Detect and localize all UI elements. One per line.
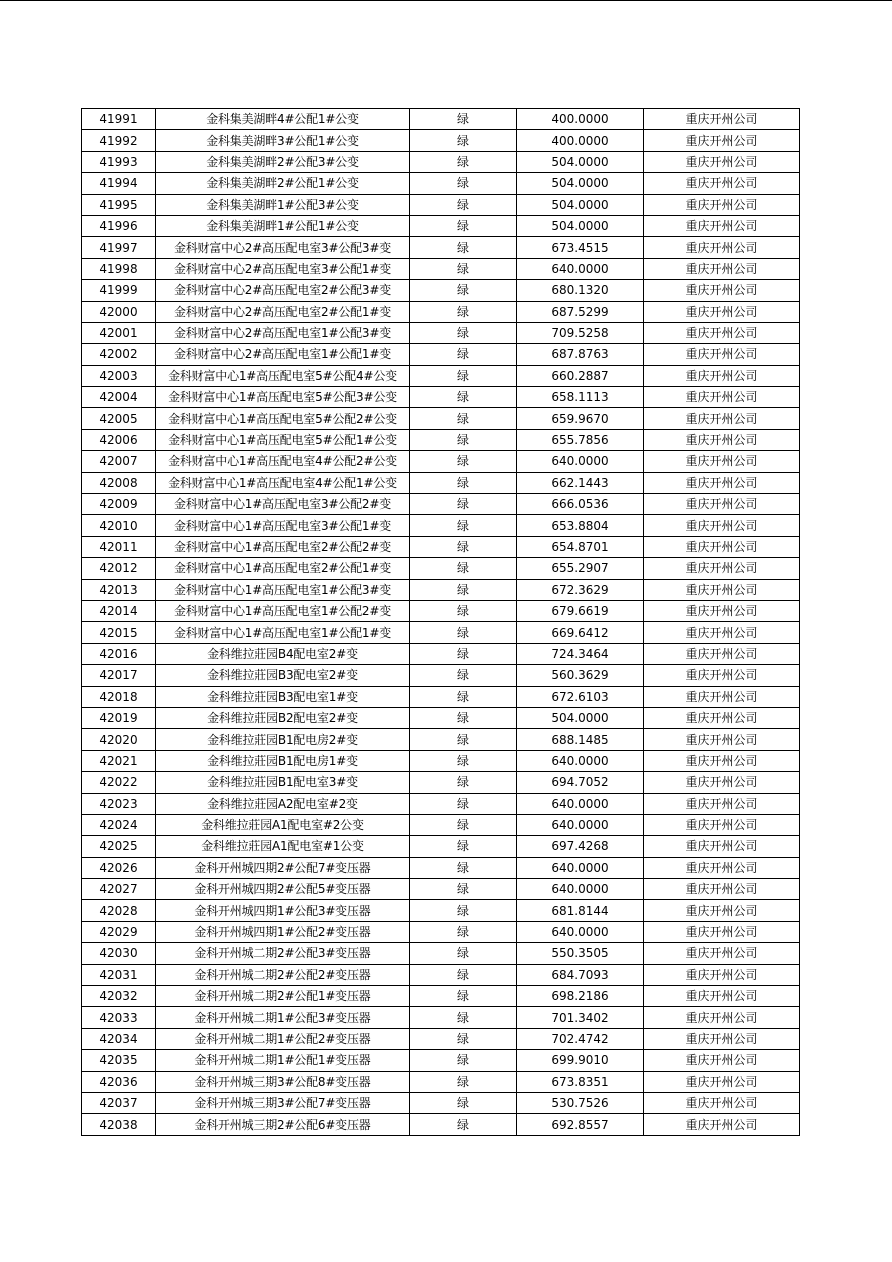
row-id-cell: 42015 [82, 622, 156, 643]
row-id-cell: 42008 [82, 472, 156, 493]
table-row [82, 194, 800, 215]
capacity-cell: 530.7526 [517, 1092, 644, 1113]
status-color-cell: 绿 [410, 943, 517, 964]
company-cell: 重庆开州公司 [644, 622, 800, 643]
transformer-name-cell: 金科财富中心2#高压配电室2#公配1#变 [156, 301, 410, 322]
transformer-name-cell: 金科开州城二期2#公配3#变压器 [156, 943, 410, 964]
capacity-cell: 504.0000 [517, 194, 644, 215]
company-cell: 重庆开州公司 [644, 964, 800, 985]
table-row [82, 344, 800, 365]
company-cell: 重庆开州公司 [644, 322, 800, 343]
capacity-cell: 672.6103 [517, 686, 644, 707]
row-id-cell: 42006 [82, 429, 156, 450]
transformer-name-cell: 金科财富中心1#高压配电室1#公配2#变 [156, 600, 410, 621]
status-color-cell: 绿 [410, 900, 517, 921]
transformer-name-cell: 金科财富中心1#高压配电室4#公配1#公变 [156, 472, 410, 493]
capacity-cell: 640.0000 [517, 258, 644, 279]
transformer-name-cell: 金科开州城四期1#公配2#变压器 [156, 921, 410, 942]
company-cell: 重庆开州公司 [644, 729, 800, 750]
transformer-name-cell: 金科财富中心1#高压配电室2#公配2#变 [156, 536, 410, 557]
status-color-cell: 绿 [410, 151, 517, 172]
status-color-cell: 绿 [410, 707, 517, 728]
status-color-cell: 绿 [410, 215, 517, 236]
table-row [82, 943, 800, 964]
row-id-cell: 42031 [82, 964, 156, 985]
transformer-name-cell: 金科开州城二期2#公配1#变压器 [156, 986, 410, 1007]
capacity-cell: 640.0000 [517, 814, 644, 835]
table-row [82, 429, 800, 450]
table-row [82, 472, 800, 493]
transformer-name-cell: 金科集美湖畔2#公配3#公变 [156, 151, 410, 172]
status-color-cell: 绿 [410, 643, 517, 664]
transformer-name-cell: 金科开州城二期1#公配1#变压器 [156, 1050, 410, 1071]
company-cell: 重庆开州公司 [644, 750, 800, 771]
company-cell: 重庆开州公司 [644, 921, 800, 942]
status-color-cell: 绿 [410, 408, 517, 429]
status-color-cell: 绿 [410, 365, 517, 386]
company-cell: 重庆开州公司 [644, 237, 800, 258]
transformer-name-cell: 金科集美湖畔1#公配1#公变 [156, 215, 410, 236]
company-cell: 重庆开州公司 [644, 387, 800, 408]
capacity-cell: 666.0536 [517, 494, 644, 515]
company-cell: 重庆开州公司 [644, 515, 800, 536]
status-color-cell: 绿 [410, 301, 517, 322]
status-color-cell: 绿 [410, 451, 517, 472]
company-cell: 重庆开州公司 [644, 365, 800, 386]
status-color-cell: 绿 [410, 729, 517, 750]
capacity-cell: 687.8763 [517, 344, 644, 365]
table-row [82, 451, 800, 472]
capacity-cell: 673.4515 [517, 237, 644, 258]
company-cell: 重庆开州公司 [644, 857, 800, 878]
table-row [82, 109, 800, 130]
company-cell: 重庆开州公司 [644, 1007, 800, 1028]
status-color-cell: 绿 [410, 1050, 517, 1071]
status-color-cell: 绿 [410, 344, 517, 365]
status-color-cell: 绿 [410, 879, 517, 900]
row-id-cell: 42022 [82, 772, 156, 793]
row-id-cell: 42007 [82, 451, 156, 472]
company-cell: 重庆开州公司 [644, 173, 800, 194]
transformer-name-cell: 金科财富中心2#高压配电室3#公配1#变 [156, 258, 410, 279]
status-color-cell: 绿 [410, 515, 517, 536]
row-id-cell: 42038 [82, 1114, 156, 1135]
transformer-name-cell: 金科集美湖畔3#公配1#公变 [156, 130, 410, 151]
transformer-name-cell: 金科财富中心2#高压配电室1#公配1#变 [156, 344, 410, 365]
table-row [82, 750, 800, 771]
transformer-name-cell: 金科维拉莊园B1配电室3#变 [156, 772, 410, 793]
row-id-cell: 42036 [82, 1071, 156, 1092]
status-color-cell: 绿 [410, 429, 517, 450]
table-row [82, 665, 800, 686]
capacity-cell: 698.2186 [517, 986, 644, 1007]
row-id-cell: 42018 [82, 686, 156, 707]
row-id-cell: 42017 [82, 665, 156, 686]
transformer-name-cell: 金科财富中心2#高压配电室1#公配3#变 [156, 322, 410, 343]
capacity-cell: 504.0000 [517, 707, 644, 728]
capacity-cell: 400.0000 [517, 109, 644, 130]
row-id-cell: 41998 [82, 258, 156, 279]
company-cell: 重庆开州公司 [644, 986, 800, 1007]
transformer-name-cell: 金科集美湖畔2#公配1#公变 [156, 173, 410, 194]
table-row [82, 964, 800, 985]
table-row [82, 130, 800, 151]
row-id-cell: 41995 [82, 194, 156, 215]
capacity-cell: 640.0000 [517, 857, 644, 878]
company-cell: 重庆开州公司 [644, 301, 800, 322]
row-id-cell: 42010 [82, 515, 156, 536]
row-id-cell: 42023 [82, 793, 156, 814]
capacity-cell: 688.1485 [517, 729, 644, 750]
table-row [82, 408, 800, 429]
row-id-cell: 42037 [82, 1092, 156, 1113]
status-color-cell: 绿 [410, 1114, 517, 1135]
row-id-cell: 42027 [82, 879, 156, 900]
table-row [82, 686, 800, 707]
row-id-cell: 42000 [82, 301, 156, 322]
row-id-cell: 42025 [82, 836, 156, 857]
company-cell: 重庆开州公司 [644, 536, 800, 557]
transformer-name-cell: 金科维拉莊园B1配电房1#变 [156, 750, 410, 771]
row-id-cell: 42030 [82, 943, 156, 964]
company-cell: 重庆开州公司 [644, 600, 800, 621]
row-id-cell: 42001 [82, 322, 156, 343]
capacity-cell: 400.0000 [517, 130, 644, 151]
company-cell: 重庆开州公司 [644, 109, 800, 130]
transformer-name-cell: 金科开州城二期1#公配2#变压器 [156, 1028, 410, 1049]
capacity-cell: 550.3505 [517, 943, 644, 964]
row-id-cell: 42009 [82, 494, 156, 515]
table-row [82, 986, 800, 1007]
company-cell: 重庆开州公司 [644, 686, 800, 707]
transformer-name-cell: 金科维拉莊园A2配电室#2变 [156, 793, 410, 814]
transformer-name-cell: 金科开州城四期1#公配3#变压器 [156, 900, 410, 921]
row-id-cell: 42024 [82, 814, 156, 835]
status-color-cell: 绿 [410, 494, 517, 515]
company-cell: 重庆开州公司 [644, 665, 800, 686]
capacity-cell: 653.8804 [517, 515, 644, 536]
row-id-cell: 42020 [82, 729, 156, 750]
status-color-cell: 绿 [410, 1028, 517, 1049]
status-color-cell: 绿 [410, 1092, 517, 1113]
capacity-cell: 660.2887 [517, 365, 644, 386]
capacity-cell: 681.8144 [517, 900, 644, 921]
transformer-name-cell: 金科开州城三期3#公配7#变压器 [156, 1092, 410, 1113]
company-cell: 重庆开州公司 [644, 344, 800, 365]
table-row [82, 857, 800, 878]
transformer-name-cell: 金科财富中心1#高压配电室1#公配1#变 [156, 622, 410, 643]
row-id-cell: 42014 [82, 600, 156, 621]
capacity-cell: 694.7052 [517, 772, 644, 793]
transformer-name-cell: 金科开州城三期3#公配8#变压器 [156, 1071, 410, 1092]
capacity-cell: 680.1320 [517, 280, 644, 301]
table-row [82, 558, 800, 579]
row-id-cell: 42021 [82, 750, 156, 771]
capacity-cell: 640.0000 [517, 793, 644, 814]
row-id-cell: 41991 [82, 109, 156, 130]
status-color-cell: 绿 [410, 558, 517, 579]
row-id-cell: 42029 [82, 921, 156, 942]
company-cell: 重庆开州公司 [644, 429, 800, 450]
company-cell: 重庆开州公司 [644, 836, 800, 857]
table-row [82, 1028, 800, 1049]
status-color-cell: 绿 [410, 836, 517, 857]
table-row [82, 1050, 800, 1071]
capacity-cell: 658.1113 [517, 387, 644, 408]
status-color-cell: 绿 [410, 665, 517, 686]
table-row [82, 365, 800, 386]
table-row [82, 729, 800, 750]
company-cell: 重庆开州公司 [644, 900, 800, 921]
company-cell: 重庆开州公司 [644, 772, 800, 793]
table-row [82, 387, 800, 408]
table-row [82, 280, 800, 301]
capacity-cell: 504.0000 [517, 215, 644, 236]
table-row [82, 900, 800, 921]
table-row [82, 258, 800, 279]
status-color-cell: 绿 [410, 109, 517, 130]
company-cell: 重庆开州公司 [644, 579, 800, 600]
transformer-name-cell: 金科财富中心1#高压配电室5#公配1#公变 [156, 429, 410, 450]
transformer-name-cell: 金科财富中心1#高压配电室1#公配3#变 [156, 579, 410, 600]
company-cell: 重庆开州公司 [644, 472, 800, 493]
transformer-name-cell: 金科维拉莊园B2配电室2#变 [156, 707, 410, 728]
status-color-cell: 绿 [410, 280, 517, 301]
status-color-cell: 绿 [410, 322, 517, 343]
status-color-cell: 绿 [410, 814, 517, 835]
capacity-cell: 684.7093 [517, 964, 644, 985]
company-cell: 重庆开州公司 [644, 814, 800, 835]
status-color-cell: 绿 [410, 472, 517, 493]
company-cell: 重庆开州公司 [644, 280, 800, 301]
table-row [82, 237, 800, 258]
transformer-name-cell: 金科开州城四期2#公配7#变压器 [156, 857, 410, 878]
table-row [82, 215, 800, 236]
capacity-cell: 701.3402 [517, 1007, 644, 1028]
capacity-cell: 679.6619 [517, 600, 644, 621]
company-cell: 重庆开州公司 [644, 1071, 800, 1092]
row-id-cell: 42011 [82, 536, 156, 557]
row-id-cell: 42034 [82, 1028, 156, 1049]
table-row [82, 921, 800, 942]
transformer-name-cell: 金科财富中心1#高压配电室3#公配2#变 [156, 494, 410, 515]
capacity-cell: 692.8557 [517, 1114, 644, 1135]
status-color-cell: 绿 [410, 237, 517, 258]
table-row [82, 707, 800, 728]
row-id-cell: 42028 [82, 900, 156, 921]
capacity-cell: 697.4268 [517, 836, 644, 857]
company-cell: 重庆开州公司 [644, 943, 800, 964]
transformer-name-cell: 金科财富中心2#高压配电室3#公配3#变 [156, 237, 410, 258]
status-color-cell: 绿 [410, 772, 517, 793]
status-color-cell: 绿 [410, 793, 517, 814]
row-id-cell: 41999 [82, 280, 156, 301]
status-color-cell: 绿 [410, 986, 517, 1007]
table-row [82, 1071, 800, 1092]
row-id-cell: 41992 [82, 130, 156, 151]
status-color-cell: 绿 [410, 130, 517, 151]
table-row [82, 600, 800, 621]
transformer-name-cell: 金科维拉莊园B4配电室2#变 [156, 643, 410, 664]
capacity-cell: 504.0000 [517, 151, 644, 172]
status-color-cell: 绿 [410, 857, 517, 878]
transformer-name-cell: 金科集美湖畔1#公配3#公变 [156, 194, 410, 215]
company-cell: 重庆开州公司 [644, 130, 800, 151]
capacity-cell: 560.3629 [517, 665, 644, 686]
status-color-cell: 绿 [410, 622, 517, 643]
row-id-cell: 41997 [82, 237, 156, 258]
company-cell: 重庆开州公司 [644, 879, 800, 900]
row-id-cell: 42012 [82, 558, 156, 579]
table-row [82, 151, 800, 172]
page-top-border [0, 0, 892, 1]
table-row [82, 322, 800, 343]
transformer-name-cell: 金科开州城三期2#公配6#变压器 [156, 1114, 410, 1135]
status-color-cell: 绿 [410, 750, 517, 771]
table-row [82, 622, 800, 643]
row-id-cell: 41996 [82, 215, 156, 236]
table-row [82, 1114, 800, 1135]
status-color-cell: 绿 [410, 921, 517, 942]
table-row [82, 173, 800, 194]
capacity-cell: 702.4742 [517, 1028, 644, 1049]
capacity-cell: 640.0000 [517, 451, 644, 472]
transformer-name-cell: 金科维拉莊园A1配电室#1公变 [156, 836, 410, 857]
transformer-name-cell: 金科财富中心1#高压配电室5#公配3#公变 [156, 387, 410, 408]
company-cell: 重庆开州公司 [644, 451, 800, 472]
table-row [82, 814, 800, 835]
row-id-cell: 41993 [82, 151, 156, 172]
row-id-cell: 42019 [82, 707, 156, 728]
status-color-cell: 绿 [410, 1071, 517, 1092]
status-color-cell: 绿 [410, 686, 517, 707]
table-row [82, 536, 800, 557]
status-color-cell: 绿 [410, 173, 517, 194]
table-row [82, 793, 800, 814]
transformer-name-cell: 金科财富中心2#高压配电室2#公配3#变 [156, 280, 410, 301]
transformer-name-cell: 金科财富中心1#高压配电室2#公配1#变 [156, 558, 410, 579]
row-id-cell: 42026 [82, 857, 156, 878]
capacity-cell: 687.5299 [517, 301, 644, 322]
transformer-name-cell: 金科集美湖畔4#公配1#公变 [156, 109, 410, 130]
row-id-cell: 42003 [82, 365, 156, 386]
table-row [82, 301, 800, 322]
capacity-cell: 672.3629 [517, 579, 644, 600]
row-id-cell: 42032 [82, 986, 156, 1007]
company-cell: 重庆开州公司 [644, 194, 800, 215]
table-row [82, 1092, 800, 1113]
row-id-cell: 42004 [82, 387, 156, 408]
table-row [82, 515, 800, 536]
company-cell: 重庆开州公司 [644, 707, 800, 728]
transformer-name-cell: 金科开州城二期1#公配3#变压器 [156, 1007, 410, 1028]
transformer-name-cell: 金科维拉莊园B1配电房2#变 [156, 729, 410, 750]
capacity-cell: 640.0000 [517, 879, 644, 900]
row-id-cell: 41994 [82, 173, 156, 194]
status-color-cell: 绿 [410, 964, 517, 985]
row-id-cell: 42016 [82, 643, 156, 664]
company-cell: 重庆开州公司 [644, 258, 800, 279]
table-row [82, 494, 800, 515]
status-color-cell: 绿 [410, 1007, 517, 1028]
table-row [82, 1007, 800, 1028]
company-cell: 重庆开州公司 [644, 408, 800, 429]
company-cell: 重庆开州公司 [644, 1114, 800, 1135]
capacity-cell: 640.0000 [517, 750, 644, 771]
transformer-name-cell: 金科维拉莊园B3配电室1#变 [156, 686, 410, 707]
row-id-cell: 42035 [82, 1050, 156, 1071]
transformer-name-cell: 金科维拉莊园B3配电室2#变 [156, 665, 410, 686]
capacity-cell: 724.3464 [517, 643, 644, 664]
company-cell: 重庆开州公司 [644, 643, 800, 664]
status-color-cell: 绿 [410, 387, 517, 408]
company-cell: 重庆开州公司 [644, 494, 800, 515]
capacity-cell: 655.7856 [517, 429, 644, 450]
status-color-cell: 绿 [410, 258, 517, 279]
row-id-cell: 42013 [82, 579, 156, 600]
company-cell: 重庆开州公司 [644, 1028, 800, 1049]
capacity-cell: 699.9010 [517, 1050, 644, 1071]
table-row [82, 579, 800, 600]
company-cell: 重庆开州公司 [644, 793, 800, 814]
table-row [82, 772, 800, 793]
status-color-cell: 绿 [410, 194, 517, 215]
company-cell: 重庆开州公司 [644, 558, 800, 579]
status-color-cell: 绿 [410, 536, 517, 557]
capacity-cell: 640.0000 [517, 921, 644, 942]
capacity-cell: 709.5258 [517, 322, 644, 343]
row-id-cell: 42005 [82, 408, 156, 429]
company-cell: 重庆开州公司 [644, 1092, 800, 1113]
row-id-cell: 42002 [82, 344, 156, 365]
transformer-name-cell: 金科财富中心1#高压配电室3#公配1#变 [156, 515, 410, 536]
capacity-cell: 662.1443 [517, 472, 644, 493]
capacity-cell: 504.0000 [517, 173, 644, 194]
company-cell: 重庆开州公司 [644, 1050, 800, 1071]
transformer-name-cell: 金科开州城四期2#公配5#变压器 [156, 879, 410, 900]
transformer-name-cell: 金科财富中心1#高压配电室5#公配4#公变 [156, 365, 410, 386]
company-cell: 重庆开州公司 [644, 215, 800, 236]
capacity-cell: 654.8701 [517, 536, 644, 557]
capacity-cell: 659.9670 [517, 408, 644, 429]
capacity-cell: 669.6412 [517, 622, 644, 643]
capacity-cell: 673.8351 [517, 1071, 644, 1092]
transformer-name-cell: 金科开州城二期2#公配2#变压器 [156, 964, 410, 985]
transformer-name-cell: 金科财富中心1#高压配电室5#公配2#公变 [156, 408, 410, 429]
capacity-cell: 655.2907 [517, 558, 644, 579]
transformer-name-cell: 金科维拉莊园A1配电室#2公变 [156, 814, 410, 835]
table-row [82, 879, 800, 900]
table-row [82, 836, 800, 857]
transformer-table [81, 108, 800, 1136]
status-color-cell: 绿 [410, 600, 517, 621]
row-id-cell: 42033 [82, 1007, 156, 1028]
transformer-name-cell: 金科财富中心1#高压配电室4#公配2#公变 [156, 451, 410, 472]
company-cell: 重庆开州公司 [644, 151, 800, 172]
status-color-cell: 绿 [410, 579, 517, 600]
table-row [82, 643, 800, 664]
